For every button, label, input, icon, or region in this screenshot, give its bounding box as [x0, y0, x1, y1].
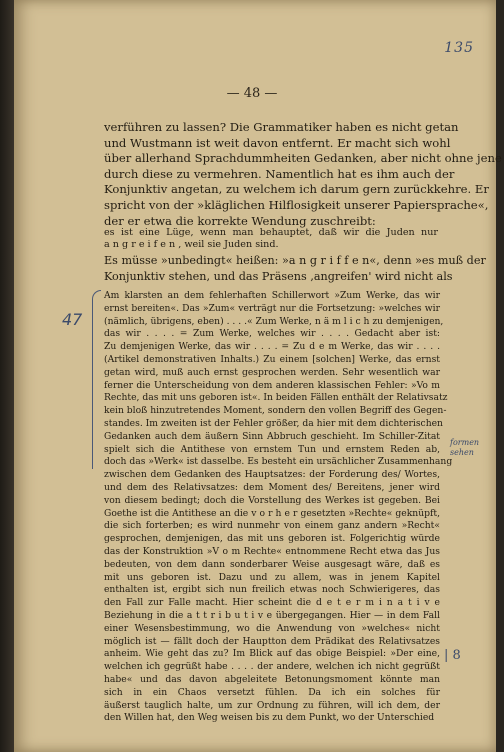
quote-line: das wir . . . . = Zum Werke, welches wir . . . . Gedacht aber ist:	[104, 328, 440, 340]
paragraph1-line: über allerhand Sprachdummheiten Gedanken, aber nicht ohne jene	[104, 151, 502, 166]
quote-line: und dem des Relativsatzes: dem Moment des/ Bereitens, jener wird	[104, 482, 440, 493]
quote-line: Goethe ist die Antithese an die v o r h e r gesetzten »Rechte« geknüpft,	[104, 507, 440, 519]
paragraph1-line: verführen zu lassen? Die Grammatiker haben es nicht getan	[104, 120, 459, 134]
quote-line: sich in ein Chaos versetzt fühlen. Da ich ein solches für	[104, 686, 440, 698]
quote-line: die sich forterben; es wird nunmehr von einem ganz andern »Recht«	[104, 520, 440, 532]
quote-line: anheim. Wie geht das zu? Im Blick auf das obige Beispiel: »Der eine,	[104, 648, 440, 660]
quote-line: einer Wesensbestimmung, wo die Anwendung von »welches« nicht	[104, 622, 440, 634]
margin-note-right	[450, 438, 488, 458]
quote-line: enthalten ist, ergibt sich nun freilich etwas noch Schwierigeres, das	[104, 584, 440, 596]
quote-line: kein bloß hinzutretendes Moment, sondern den vollen Begriff des Gegen-	[104, 405, 447, 417]
page-number: — 48 —	[226, 86, 278, 101]
pencil-bracket	[92, 290, 101, 469]
paragraph1-line: und Wustmann ist weit davon entfernt. Er macht sich wohl	[104, 135, 451, 150]
quote-line: bedeuten, von dem dann sonderbarer Weise ausgesagt wäre, daß es	[104, 558, 440, 570]
quote-line: mit uns geboren ist. Dazu und zu allem, was in jenem Kapitel	[104, 571, 440, 583]
quote-line: getan wird, muß auch ernst gesprochen werden. Sehr wesentlich war	[104, 366, 440, 378]
quote-line: Gedanken auch dem äußern Sinn Abbruch geschieht. Im Schiller-Zitat	[104, 430, 440, 442]
quote-line: ernst bereiten«. Das »Zum« verträgt nur die Fortsetzung: »welches wir	[104, 302, 440, 314]
quote-line: Beziehung in die a t t r i b u t i v e übergegangen. Hier — in dem Fall	[104, 610, 440, 621]
paragraph2-line: Es müsse »unbedingt« heißen: »a n g r i f f e n«, denn »es muß der	[104, 254, 486, 267]
example-line: a n g r e i f e n , weil sie Juden sind.	[104, 239, 279, 251]
quote-line: möglich ist — fällt doch der Hauptton dem Prädikat des Relativsatzes	[104, 635, 440, 647]
quote-line: gesprochen, demjenigen, das mit uns geboren ist. Folgerichtig würde	[104, 533, 440, 545]
quote-line: Zu demjenigen Werke, das wir . . . . = Zu d e m Werke, das wir . . . .	[104, 341, 440, 353]
quote-line: den Fall zur Falle macht. Hier scheint die d e t e r m i n a t i v e	[104, 597, 440, 609]
paragraph1-line: durch diese zu vermehren. Namentlich hat es ihm auch der	[104, 166, 455, 181]
quote-line: standes. Im zweiten ist der Fehler größer, da hier mit dem dichterischen	[104, 418, 443, 429]
paragraph2-line: Konjunktiv stehen, und das Präsens ‚angreifen' wird nicht als	[104, 269, 453, 283]
paragraph1-line: spricht von der »kläglichen Hilflosigkeit unserer Papiersprache«,	[104, 198, 489, 212]
quote-line: das der Konstruktion »V o m Rechte« entnommene Recht etwa das Jus	[104, 546, 440, 557]
example-line: es ist eine Lüge, wenn man behauptet, daß wir die Juden nur	[104, 227, 438, 238]
quote-line: welchen ich gegrüßt habe . . . . der andere, welchen ich nicht gegrüßt	[104, 661, 440, 673]
margin-note-right-line-1: formen	[450, 438, 480, 447]
quote-line: (nämlich, übrigens, eben) . . . .« Zum Werke, n ä m l i c h zu demjenigen,	[104, 315, 444, 327]
quote-line: ferner die Unterscheidung von dem anderen klassischen Fehler: »Vo m	[104, 379, 440, 391]
handwritten-folio: 135	[444, 40, 474, 56]
quote-line: den Willen hat, den Weg weisen bis zu dem Punkt, wo der Unterschied	[104, 712, 435, 724]
quote-line: zwischen dem Gedanken des Hauptsatzes: der Forderung des/ Wortes,	[104, 469, 440, 481]
quote-line: Am klarsten an dem fehlerhaften Schillerwort »Zum Werke, das wir	[104, 290, 440, 301]
quote-line: doch das »Werk« ist dasselbe. Es besteht ein ursächlicher Zusammenhang	[104, 456, 453, 468]
paragraph1-line: Konjunktiv angetan, zu welchem ich darum gern zurückkehre. Er	[104, 182, 489, 197]
paragraph1-line: der er etwa die korrekte Wendung zuschreibt:	[104, 213, 376, 228]
quote-line: Rechte, das mit uns geboren ist«. In beiden Fällen enthält der Relativsatz	[104, 392, 448, 404]
margin-note-right-line-2: sehen	[450, 448, 474, 457]
quote-line: von diesem bedingt; doch die Vorstellung des Werkes ist gegeben. Bei	[104, 494, 440, 506]
margin-note-left: 47	[62, 310, 83, 329]
quote-line: spielt sich die Antithese von ernstem Tun und ernstem Reden ab,	[104, 443, 440, 455]
binding-edge	[0, 0, 14, 752]
quote-line: (Artikel demonstrativen Inhalts.) Zu einem [solchen] Werke, das ernst	[104, 354, 440, 365]
margin-mark-right: | 8	[444, 648, 461, 663]
quote-line: äußerst tauglich halte, um zur Ordnung zu führen, will ich dem, der	[104, 699, 440, 711]
quote-line: habe« und das davon abgeleitete Betonungsmoment könnte man	[104, 674, 440, 685]
